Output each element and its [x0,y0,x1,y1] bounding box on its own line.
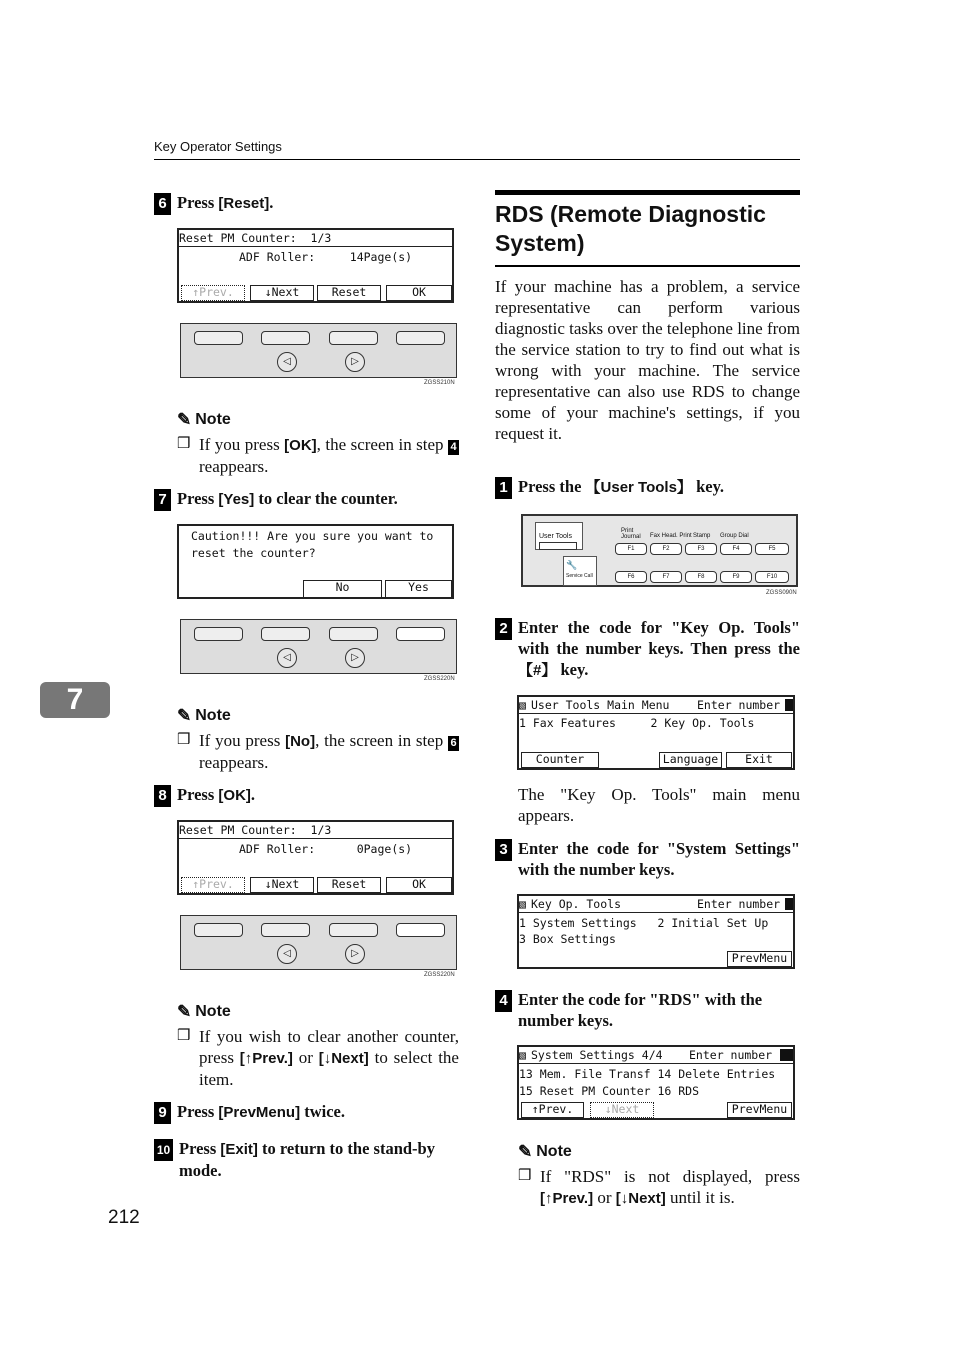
left-arrow-icon[interactable]: ◁ [277,944,297,964]
pencil-icon: ✎ [518,1142,533,1161]
print-journal-label: Print Journal [621,528,641,540]
service-call-label: Service Call [566,573,593,579]
lcd-line: 3 Box Settings [519,932,616,946]
prevmenu-button[interactable]: PrevMenu [727,951,792,967]
user-tools-key[interactable] [539,542,577,550]
step-number: 6 [154,193,171,215]
pencil-icon: ✎ [177,706,192,725]
f1-key[interactable]: F1 [615,543,647,555]
header-rule [154,159,800,160]
note-3: ✎ Note ❒ If you wish to clear another counter, press [↑Prev.] or [↓Next] to select the item. [177,1002,459,1089]
selection-key[interactable] [194,331,243,345]
selection-key[interactable] [329,923,378,937]
checkbox-icon: ❒ [177,436,191,452]
no-button[interactable]: No [303,580,382,598]
lcd-line: 15 Reset PM Counter 16 RDS [519,1084,700,1098]
lcd-user-tools-main-menu [517,695,795,770]
next-button[interactable]: ↓Next [250,285,314,301]
lcd-line: 13 Mem. File Transf 14 Delete Entries [519,1067,776,1081]
menu-icon: ▧ [519,897,526,911]
f6-key[interactable]: F6 [615,571,647,583]
selection-key[interactable] [194,923,243,937]
step-2: 2 Enter the code for "Key Op. Tools" with the number keys. Then press the 【#】 key. [495,617,800,681]
pencil-icon: ✎ [177,410,192,429]
right-arrow-icon[interactable]: ▷ [345,648,365,668]
prev-button[interactable]: ↑Prev. [181,285,245,301]
step-number: 3 [495,839,512,861]
running-header: Key Operator Settings [154,139,282,154]
checkbox-icon: ❒ [177,1028,191,1044]
service-icon: 🔧 [566,560,578,570]
pencil-icon: ✎ [177,1002,192,1021]
step-10: 10 Press [Exit] to return to the stand-by mode. [154,1138,459,1181]
function-keyboard [521,514,798,587]
left-arrow-icon[interactable]: ◁ [277,648,297,668]
lcd-prompt: Enter number [689,1048,773,1062]
result-text: The "Key Op. Tools" main menu appears. [518,785,800,825]
prev-button[interactable]: ↑Prev. [181,877,245,893]
f7-key[interactable]: F7 [650,571,682,583]
ok-button[interactable]: OK [386,285,452,301]
checkbox-icon: ❒ [177,732,191,748]
fax-head-print-label: Fax Head. Print [650,533,692,539]
language-button[interactable]: Language [659,752,722,768]
f10-key[interactable]: F10 [755,571,789,583]
cursor-block [780,1049,793,1061]
selection-key[interactable] [261,627,310,641]
lcd-screen-reset-1 [177,228,454,303]
step-number: 9 [154,1102,171,1124]
f4-key[interactable]: F4 [720,543,752,555]
user-tools-area [535,522,583,550]
step-number: 7 [154,489,171,511]
heading-top-rule [495,190,800,195]
next-button[interactable]: ↓Next [250,877,314,893]
selection-key[interactable] [261,331,310,345]
step-1: 1 Press the 【User Tools】 key. [495,476,800,499]
selection-key[interactable] [329,627,378,641]
lcd-screen-reset-2 [177,820,454,895]
group-dial-label: Group Dial [720,533,749,539]
reset-key: [Reset] [218,195,270,212]
prev-button[interactable]: ↑Prev. [521,1102,584,1118]
f2-key[interactable]: F2 [650,543,682,555]
cursor-block [785,898,793,910]
lcd-key-op-tools [517,894,795,969]
lcd-line: Reset PM Counter: 1/3 [179,231,332,245]
f9-key[interactable]: F9 [720,571,752,583]
intro-paragraph: If your machine has a problem, a service representative can perform various diagnostic tasks over the telephone line from the service station to try to find out what is wrong with your machine. The service representative can also use RDS to change some of your machine's settings, if you request it. [495,277,800,443]
lcd-system-settings [517,1045,795,1120]
selection-key[interactable] [396,627,445,641]
figure-ref: ZGSS210N [424,380,455,386]
control-panel-3 [180,915,457,970]
control-panel-1 [180,323,457,378]
f3-key[interactable]: F3 [685,543,717,555]
lcd-line: 1 Fax Features 2 Key Op. Tools [519,716,755,730]
step-4: 4 Enter the code for "RDS" with the number keys. [495,989,800,1031]
lcd-line: 1 System Settings 2 Initial Set Up [519,916,769,930]
step-number: 8 [154,785,171,807]
heading-bottom-rule [495,265,800,267]
lcd-title: Key Op. Tools [531,897,622,911]
reset-button[interactable]: Reset [317,285,381,301]
step-number: 10 [154,1139,173,1161]
lcd-prompt: Enter number [697,897,781,911]
left-arrow-icon[interactable]: ◁ [277,352,297,372]
page-number: 212 [108,1207,140,1228]
note-4: ✎ Note ❒ If "RDS" is not displayed, press [↑Prev.] or [↓Next] until it is. [518,1142,800,1207]
lcd-screen-caution [177,524,454,599]
selection-key[interactable] [396,923,445,937]
reset-button[interactable]: Reset [317,877,381,893]
f8-key[interactable]: F8 [685,571,717,583]
step-7: 7 Press [Yes] to clear the counter. [154,488,459,511]
lcd-prompt: Enter number [697,698,781,712]
chapter-tab: 7 [40,682,110,718]
exit-button[interactable]: Exit [726,752,792,768]
step-6: 6 Press [Reset]. [154,192,459,215]
lcd-title: User Tools Main Menu [531,698,670,712]
figure-ref: ZGSS220N [424,972,455,978]
step-9: 9 Press [PrevMenu] twice. [154,1101,459,1124]
step-number: 1 [495,477,512,499]
counter-button[interactable]: Counter [521,752,599,768]
stamp-label: Stamp [693,533,711,539]
right-arrow-icon[interactable]: ▷ [345,352,365,372]
selection-key[interactable] [261,923,310,937]
next-button[interactable]: ↓Next [590,1102,654,1118]
f5-key[interactable]: F5 [755,543,789,555]
note-2: ✎ Note ❒ If you press [No], the screen in step 6 reappears. [177,706,459,773]
selection-key[interactable] [396,331,445,345]
right-arrow-icon[interactable]: ▷ [345,944,365,964]
step-number: 4 [495,990,512,1012]
prevmenu-button[interactable]: PrevMenu [727,1102,792,1118]
selection-key[interactable] [329,331,378,345]
figure-ref: ZGSS090N [766,590,797,596]
cursor-block [785,699,793,711]
service-call-area [563,556,597,586]
figure-ref: ZGSS220N [424,676,455,682]
note-1: ✎ Note ❒ If you press [OK], the screen in step 4 reappears. [177,410,459,477]
lcd-line: Reset PM Counter: 1/3 [179,823,332,837]
step-8: 8 Press [OK]. [154,784,459,807]
menu-icon: ▧ [519,698,526,712]
step-number: 2 [495,618,512,640]
menu-icon: ▧ [519,1048,526,1062]
lcd-line: ADF Roller: 0Page(s) [239,842,413,856]
step-3: 3 Enter the code for "System Settings" with the number keys. [495,838,800,880]
checkbox-icon: ❒ [518,1168,532,1184]
lcd-title: System Settings 4/4 [531,1048,663,1062]
selection-key[interactable] [194,627,243,641]
lcd-line: reset the counter? [191,546,316,560]
lcd-line: Caution!!! Are you sure you want to [191,529,434,543]
control-panel-2 [180,619,457,674]
ok-button[interactable]: OK [386,877,452,893]
yes-button[interactable]: Yes [385,580,452,598]
lcd-line: ADF Roller: 14Page(s) [239,250,413,264]
user-tools-label: User Tools [539,533,572,540]
section-heading: RDS (Remote Diagnostic System) [495,201,766,256]
